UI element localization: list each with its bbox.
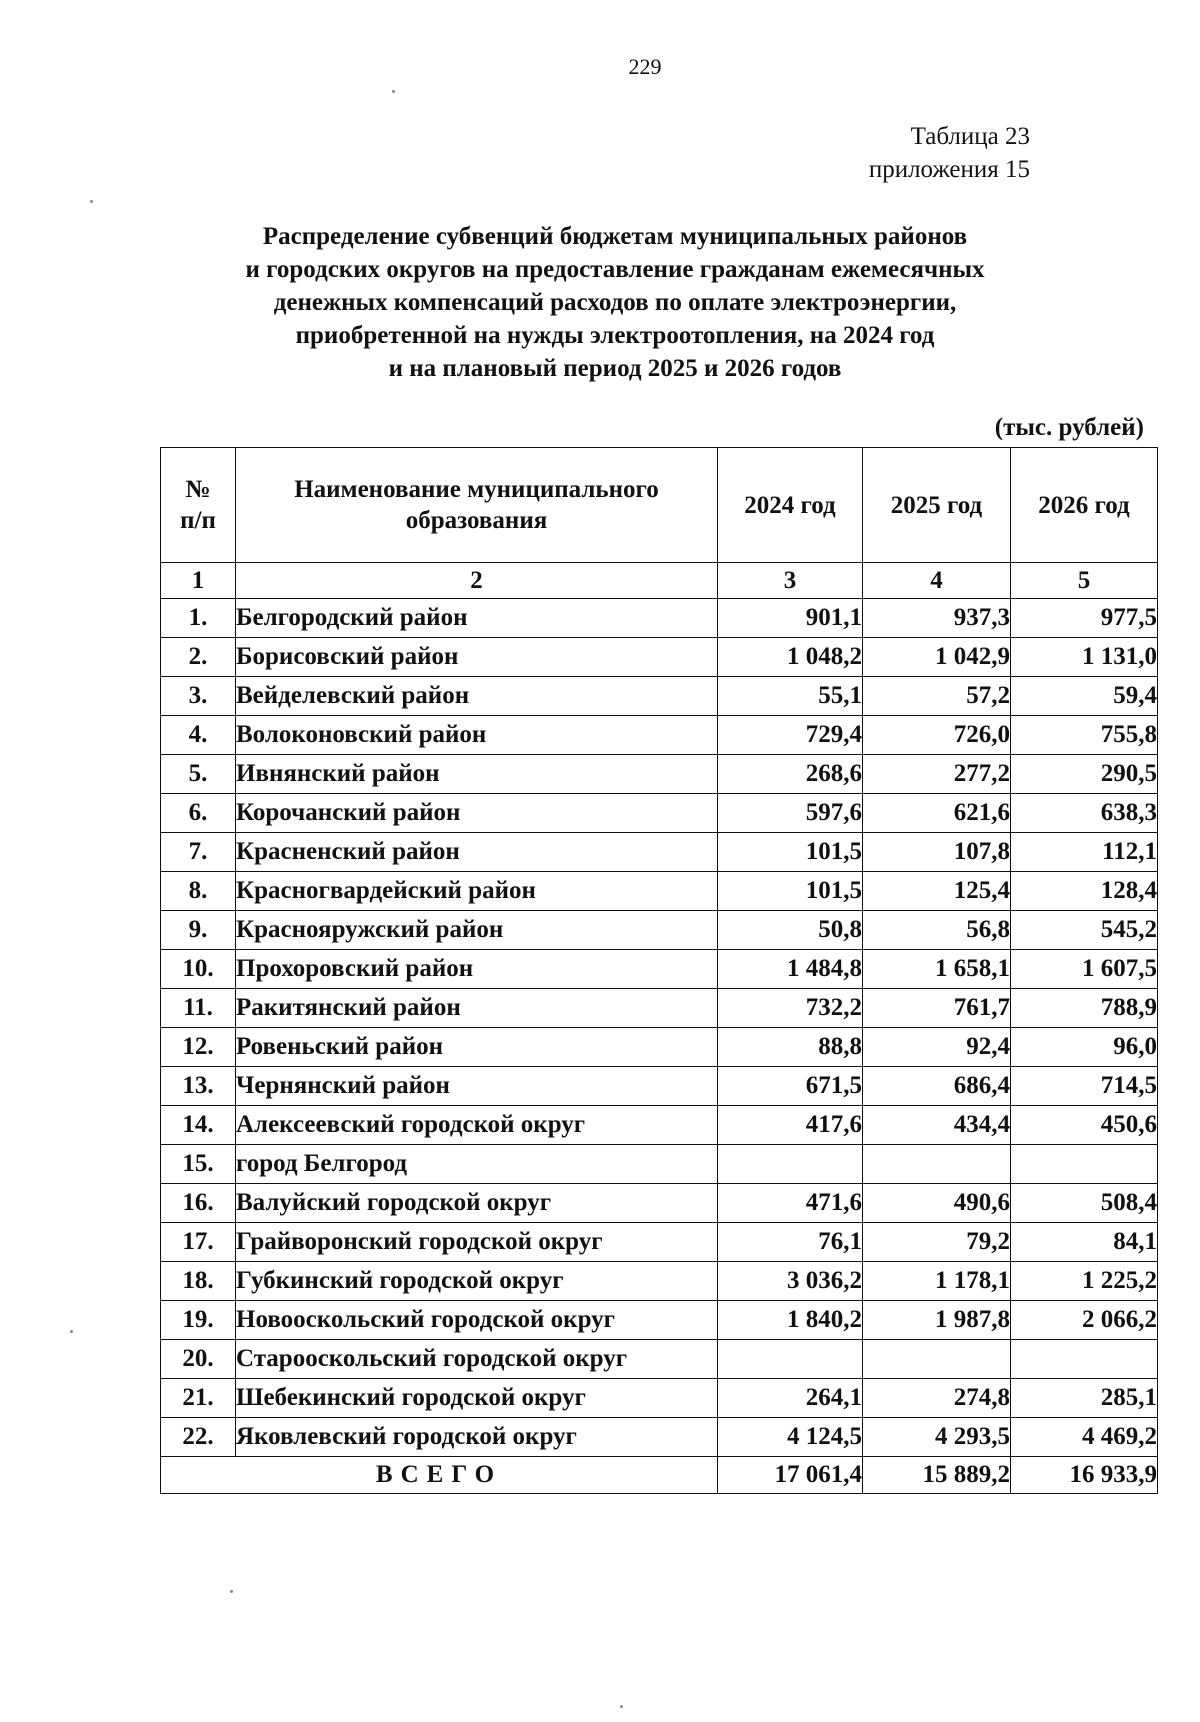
value-2025: 57,2	[863, 677, 1011, 716]
value-2024: 76,1	[718, 1223, 863, 1262]
row-number: 20.	[161, 1340, 236, 1379]
municipality-name: Волоконовский район	[236, 716, 718, 755]
row-number: 3.	[161, 677, 236, 716]
municipality-name: Красногвардейский район	[236, 872, 718, 911]
value-2025: 79,2	[863, 1223, 1011, 1262]
value-2026	[1011, 1145, 1158, 1184]
municipality-name: Губкинский городской округ	[236, 1262, 718, 1301]
municipality-name: Алексеевский городской округ	[236, 1106, 718, 1145]
value-2024: 55,1	[718, 677, 863, 716]
title-line: Распределение субвенций бюджетам муниципальных районов	[262, 223, 968, 250]
value-2026: 545,2	[1011, 911, 1158, 950]
column-index-row	[161, 563, 1158, 599]
header-2024: 2024 год	[718, 448, 863, 563]
municipality-name: Грайворонский городской округ	[236, 1223, 718, 1262]
value-2026: 1 225,2	[1011, 1262, 1158, 1301]
subvention-table	[160, 447, 1158, 1494]
header-number	[161, 448, 236, 563]
value-2026: 450,6	[1011, 1106, 1158, 1145]
row-number: 7.	[161, 833, 236, 872]
municipality-name: город Белгород	[236, 1145, 718, 1184]
value-2026: 508,4	[1011, 1184, 1158, 1223]
municipality-name: Новооскольский городской округ	[236, 1301, 718, 1340]
municipality-name: Прохоровский район	[236, 950, 718, 989]
table-row	[161, 1145, 1158, 1184]
table-row	[161, 677, 1158, 716]
title-line: приобретенной на нужды электроотопления, на 2024 год	[295, 322, 935, 349]
value-2026: 96,0	[1011, 1028, 1158, 1067]
value-2024: 417,6	[718, 1106, 863, 1145]
value-2026: 84,1	[1011, 1223, 1158, 1262]
column-index: 3	[718, 563, 863, 599]
value-2026: 4 469,2	[1011, 1418, 1158, 1457]
table-row	[161, 1340, 1158, 1379]
table-reference-line2: приложения 15	[868, 156, 1030, 183]
title-line: и на плановый период 2025 и 2026 годов	[388, 355, 842, 382]
table-reference-line1: Таблица 23	[910, 123, 1030, 150]
value-2024: 50,8	[718, 911, 863, 950]
column-index: 2	[236, 563, 718, 599]
value-2026	[1011, 1340, 1158, 1379]
row-number: 13.	[161, 1067, 236, 1106]
table-row	[161, 1301, 1158, 1340]
column-index: 4	[863, 563, 1011, 599]
table-row	[161, 1067, 1158, 1106]
municipality-name: Красненский район	[236, 833, 718, 872]
municipality-name: Шебекинский городской округ	[236, 1379, 718, 1418]
value-2025: 1 987,8	[863, 1301, 1011, 1340]
table-row	[161, 1223, 1158, 1262]
value-2026: 977,5	[1011, 599, 1158, 638]
municipality-name: Ровеньский район	[236, 1028, 718, 1067]
row-number: 15.	[161, 1145, 236, 1184]
table-row	[161, 950, 1158, 989]
value-2026: 285,1	[1011, 1379, 1158, 1418]
value-2025: 490,6	[863, 1184, 1011, 1223]
value-2024: 671,5	[718, 1067, 863, 1106]
municipality-name: Чернянский район	[236, 1067, 718, 1106]
value-2026: 290,5	[1011, 755, 1158, 794]
scan-speck	[230, 1590, 233, 1593]
row-number: 9.	[161, 911, 236, 950]
value-2025: 56,8	[863, 911, 1011, 950]
table-row	[161, 989, 1158, 1028]
municipality-name: Ивнянский район	[236, 755, 718, 794]
column-index: 1	[161, 563, 236, 599]
row-number: 19.	[161, 1301, 236, 1340]
row-number: 18.	[161, 1262, 236, 1301]
municipality-name: Вейделевский район	[236, 677, 718, 716]
value-2025: 1 658,1	[863, 950, 1011, 989]
value-2026: 1 607,5	[1011, 950, 1158, 989]
municipality-name: Краснояружский район	[236, 911, 718, 950]
municipality-name: Белгородский район	[236, 599, 718, 638]
row-number: 17.	[161, 1223, 236, 1262]
value-2025	[863, 1145, 1011, 1184]
value-2024: 264,1	[718, 1379, 863, 1418]
row-number: 2.	[161, 638, 236, 677]
row-number: 16.	[161, 1184, 236, 1223]
value-2024: 4 124,5	[718, 1418, 863, 1457]
value-2024: 88,8	[718, 1028, 863, 1067]
row-number: 14.	[161, 1106, 236, 1145]
value-2025: 107,8	[863, 833, 1011, 872]
value-2026: 638,3	[1011, 794, 1158, 833]
row-number: 21.	[161, 1379, 236, 1418]
value-2025: 92,4	[863, 1028, 1011, 1067]
value-2024: 101,5	[718, 872, 863, 911]
municipality-name: Валуйский городской округ	[236, 1184, 718, 1223]
row-number: 4.	[161, 716, 236, 755]
municipality-name: Корочанский район	[236, 794, 718, 833]
total-row	[161, 1457, 1158, 1494]
value-2026: 59,4	[1011, 677, 1158, 716]
scan-speck	[620, 1705, 623, 1708]
value-2025: 686,4	[863, 1067, 1011, 1106]
header-number-line1: №	[185, 476, 211, 503]
header-municipality	[236, 448, 718, 563]
value-2024	[718, 1340, 863, 1379]
value-2026: 788,9	[1011, 989, 1158, 1028]
value-2025: 1 042,9	[863, 638, 1011, 677]
table-row	[161, 1379, 1158, 1418]
value-2024: 101,5	[718, 833, 863, 872]
row-number: 12.	[161, 1028, 236, 1067]
value-2024	[718, 1145, 863, 1184]
value-2025: 125,4	[863, 872, 1011, 911]
value-2024: 597,6	[718, 794, 863, 833]
value-2025: 4 293,5	[863, 1418, 1011, 1457]
table-row	[161, 1184, 1158, 1223]
table-row	[161, 1028, 1158, 1067]
scan-speck	[392, 90, 395, 93]
header-number-line2: п/п	[180, 507, 216, 534]
page-number: 229	[628, 54, 662, 79]
row-number: 8.	[161, 872, 236, 911]
title-line: и городских округов на предоставление гражданам ежемесячных	[245, 256, 985, 283]
header-2025: 2025 год	[863, 448, 1011, 563]
value-2025: 434,4	[863, 1106, 1011, 1145]
table-row	[161, 1418, 1158, 1457]
value-2026: 755,8	[1011, 716, 1158, 755]
value-2025: 726,0	[863, 716, 1011, 755]
total-2024: 17 061,4	[718, 1457, 863, 1494]
value-2026: 714,5	[1011, 1067, 1158, 1106]
header-2026: 2026 год	[1011, 448, 1158, 563]
value-2024: 3 036,2	[718, 1262, 863, 1301]
table-row	[161, 833, 1158, 872]
column-index: 5	[1011, 563, 1158, 599]
table-row	[161, 1262, 1158, 1301]
row-number: 11.	[161, 989, 236, 1028]
value-2024: 1 048,2	[718, 638, 863, 677]
row-number: 5.	[161, 755, 236, 794]
header-municipality-line1: Наименование муниципального	[294, 476, 659, 503]
value-2025: 1 178,1	[863, 1262, 1011, 1301]
title-line: денежных компенсаций расходов по оплате электроэнергии,	[273, 289, 957, 316]
value-2026: 2 066,2	[1011, 1301, 1158, 1340]
table-reference	[800, 120, 1030, 186]
header-municipality-line2: образования	[405, 507, 548, 534]
value-2024: 1 484,8	[718, 950, 863, 989]
value-2025: 937,3	[863, 599, 1011, 638]
value-2024: 901,1	[718, 599, 863, 638]
table-row	[161, 716, 1158, 755]
document-title	[180, 220, 1050, 385]
municipality-name: Яковлевский городской округ	[236, 1418, 718, 1457]
row-number: 6.	[161, 794, 236, 833]
table-header-row	[161, 448, 1158, 563]
row-number: 10.	[161, 950, 236, 989]
table-row	[161, 638, 1158, 677]
value-2025: 274,8	[863, 1379, 1011, 1418]
value-2025: 621,6	[863, 794, 1011, 833]
value-2024: 268,6	[718, 755, 863, 794]
value-2026: 112,1	[1011, 833, 1158, 872]
value-2025: 277,2	[863, 755, 1011, 794]
scan-speck	[70, 1330, 73, 1333]
units-label: (тыс. рублей)	[994, 414, 1144, 441]
table-row	[161, 872, 1158, 911]
value-2024: 1 840,2	[718, 1301, 863, 1340]
value-2026: 1 131,0	[1011, 638, 1158, 677]
total-label: ВСЕГО	[161, 1457, 718, 1494]
value-2024: 732,2	[718, 989, 863, 1028]
value-2024: 729,4	[718, 716, 863, 755]
municipality-name: Ракитянский район	[236, 989, 718, 1028]
row-number: 1.	[161, 599, 236, 638]
municipality-name: Борисовский район	[236, 638, 718, 677]
table-row	[161, 755, 1158, 794]
table-row	[161, 599, 1158, 638]
scan-speck	[90, 200, 93, 203]
value-2025	[863, 1340, 1011, 1379]
value-2024: 471,6	[718, 1184, 863, 1223]
total-2026: 16 933,9	[1011, 1457, 1158, 1494]
table-row	[161, 794, 1158, 833]
total-2025: 15 889,2	[863, 1457, 1011, 1494]
value-2025: 761,7	[863, 989, 1011, 1028]
value-2026: 128,4	[1011, 872, 1158, 911]
table-row	[161, 911, 1158, 950]
table-row	[161, 1106, 1158, 1145]
row-number: 22.	[161, 1418, 236, 1457]
municipality-name: Старооскольский городской округ	[236, 1340, 718, 1379]
